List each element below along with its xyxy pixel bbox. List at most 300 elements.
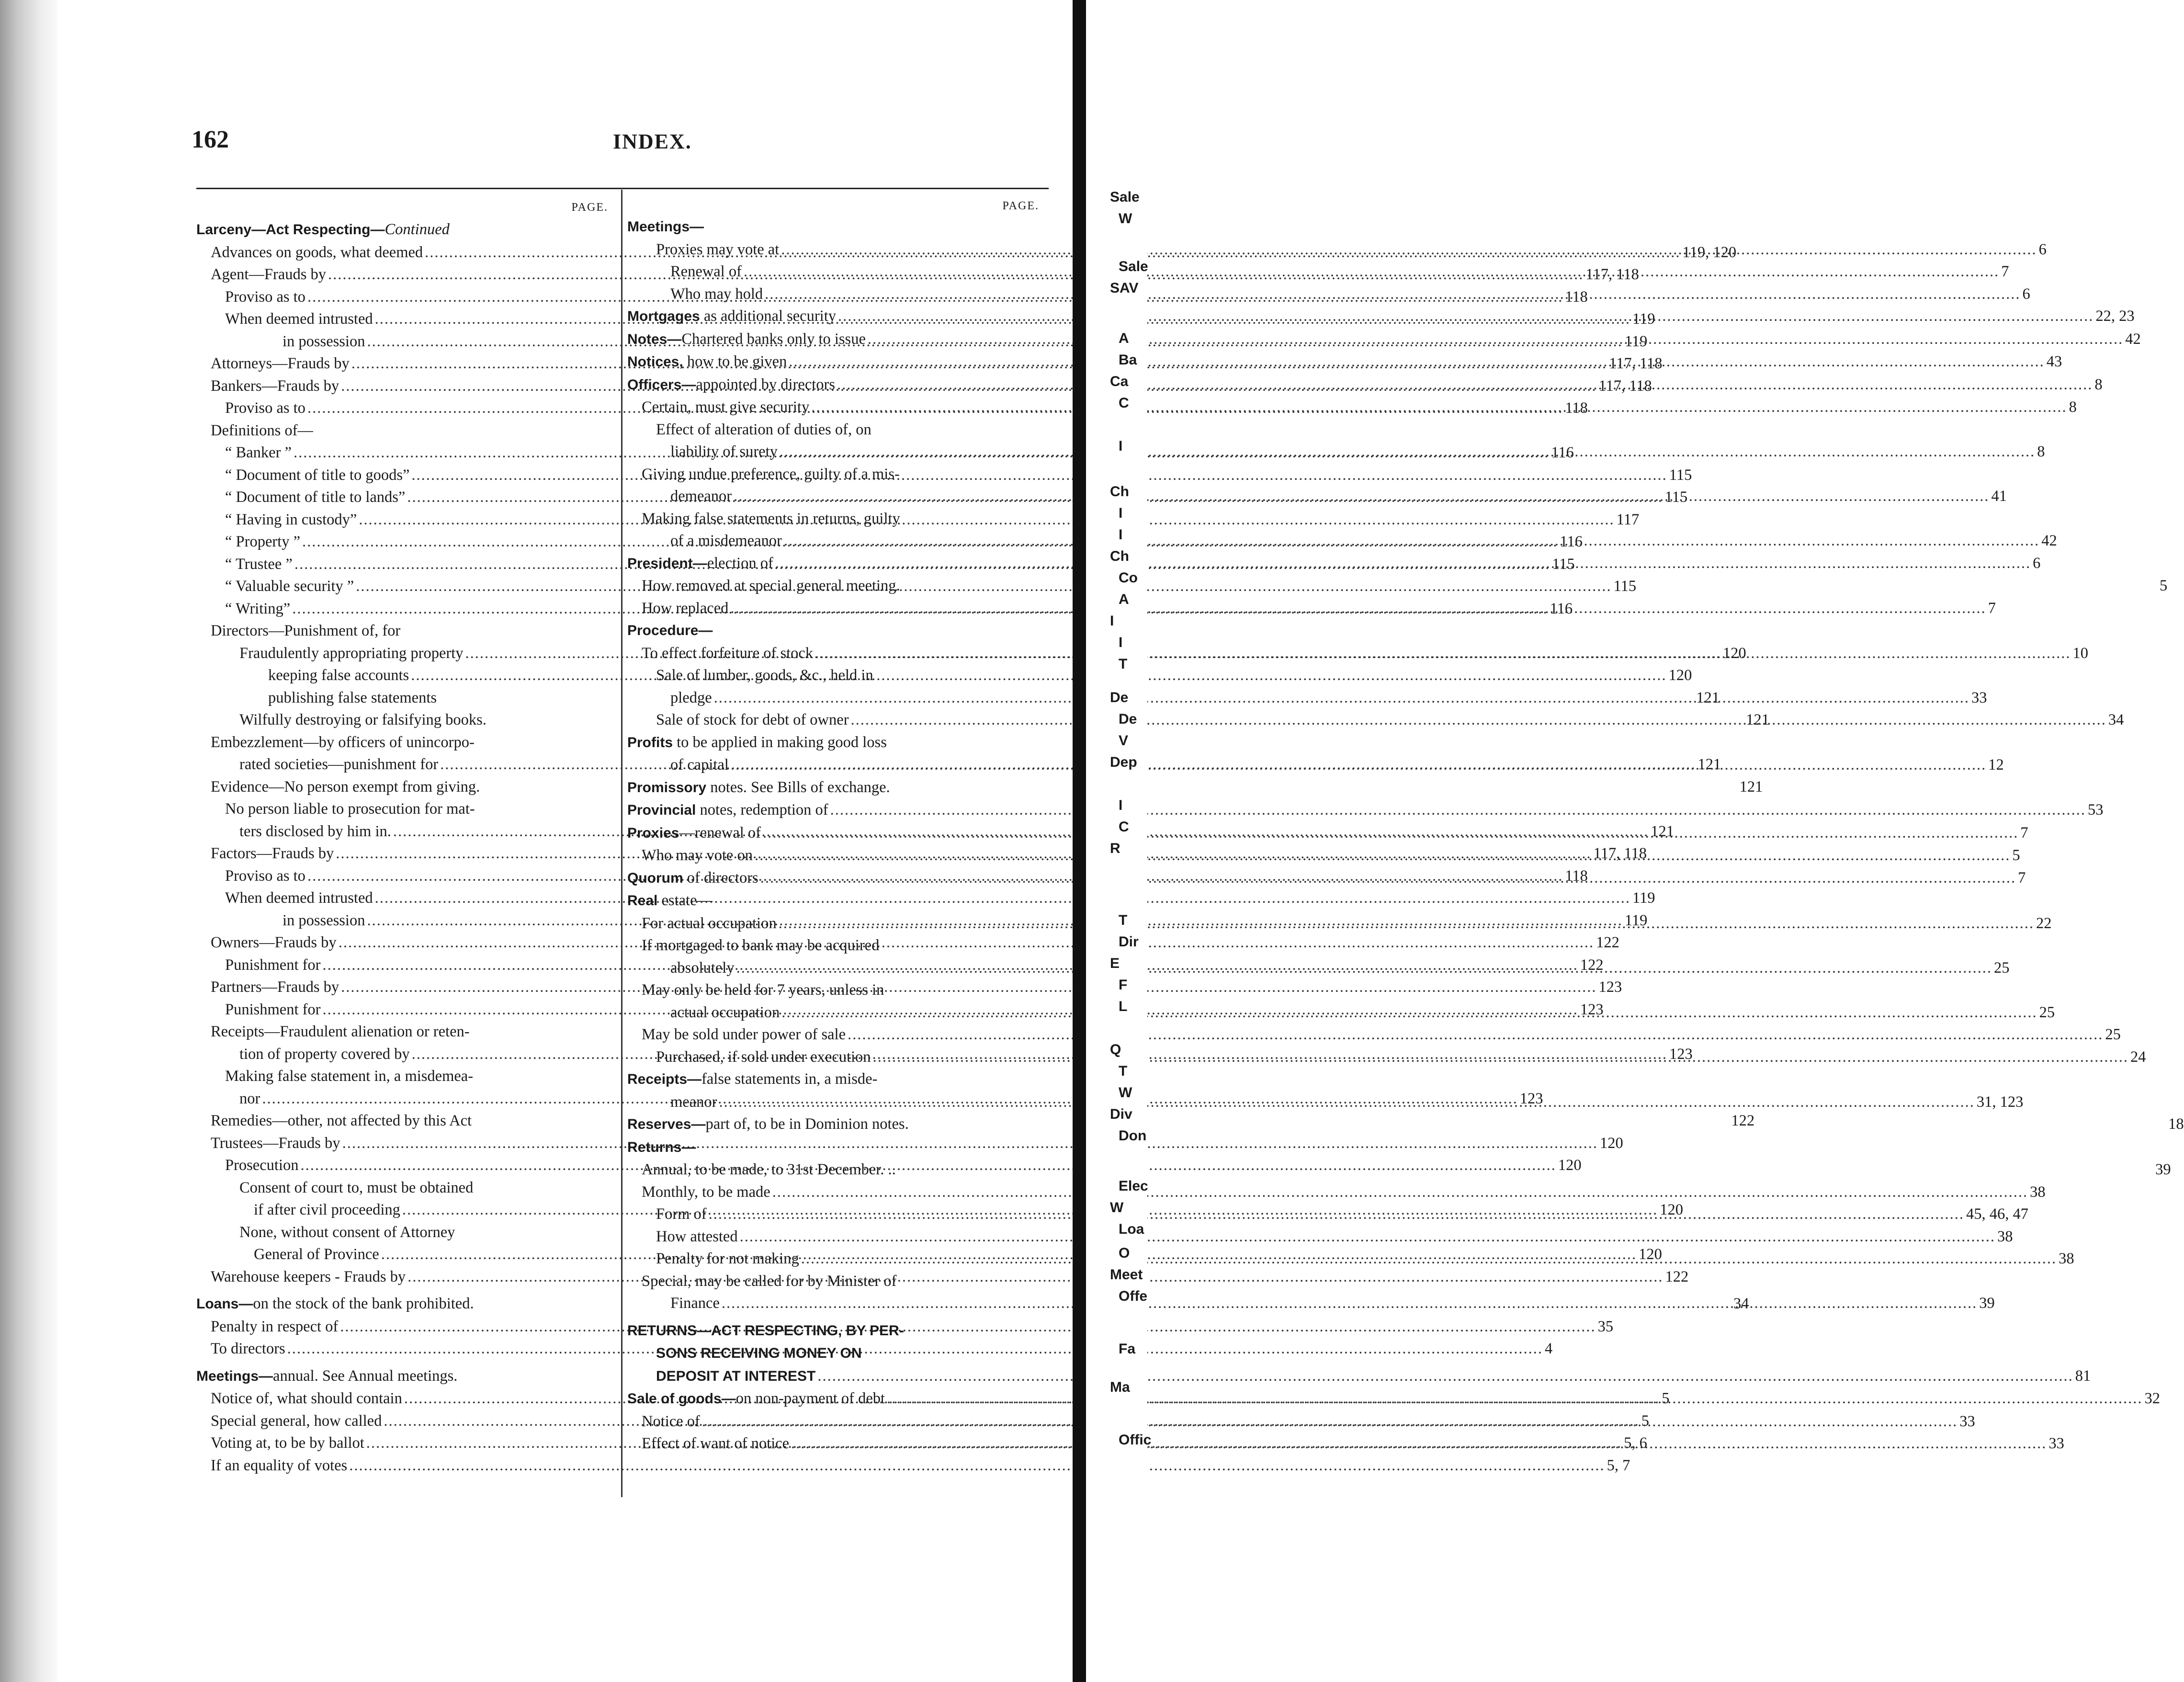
index-entry bbox=[627, 619, 1039, 642]
entry-page-ref: 123 bbox=[1580, 1000, 1604, 1018]
entry-text bbox=[642, 912, 777, 935]
entry-body: Evidence—No person exempt from giving. bbox=[211, 778, 480, 796]
leader-dots bbox=[731, 754, 1986, 776]
entry-page-ref: 123 bbox=[1598, 978, 1622, 996]
entry-text bbox=[211, 620, 400, 642]
entry-body: to be applied in making good loss bbox=[673, 733, 887, 751]
entry-text bbox=[670, 283, 763, 306]
leader-dots bbox=[755, 844, 2010, 867]
entry-body: on non-payment of debt bbox=[736, 1390, 885, 1407]
left-page-label: PAGE. bbox=[571, 201, 608, 214]
entry-body: Sale of lumber, goods, &c., held in bbox=[656, 667, 873, 684]
entry-heading: President— bbox=[627, 555, 707, 571]
index-entry bbox=[627, 508, 1039, 530]
entry-text bbox=[225, 887, 373, 909]
entry-text bbox=[239, 753, 438, 776]
entry-text bbox=[656, 419, 871, 441]
leader-dots bbox=[702, 1410, 1958, 1433]
entry-text bbox=[211, 420, 313, 442]
index-entry bbox=[627, 731, 1039, 754]
entry-page-ref: 121 bbox=[1739, 778, 1763, 796]
entry-body: Warehouse keepers - Frauds by bbox=[211, 1268, 406, 1285]
index-entry bbox=[196, 798, 608, 820]
entry-body: “ Banker ” bbox=[225, 444, 292, 461]
entry-text bbox=[211, 1110, 472, 1132]
adjacent-page-fragment: T bbox=[1119, 1063, 1128, 1079]
entry-body: Giving undue preference, guilty of a mis- bbox=[642, 465, 900, 483]
entry-page-ref: 122 bbox=[1665, 1268, 1689, 1285]
entry-body: Making false statements in returns, guilty bbox=[642, 510, 900, 527]
entry-heading: Meetings— bbox=[196, 1368, 273, 1384]
entry-text bbox=[670, 530, 782, 552]
entry-text bbox=[239, 642, 464, 665]
leader-dots bbox=[744, 261, 1999, 283]
entry-page-ref: 8 bbox=[2069, 398, 2077, 416]
entry-page-ref: 121 bbox=[1697, 756, 1721, 773]
entry-text bbox=[627, 776, 890, 799]
entry-gap bbox=[627, 1315, 1039, 1319]
adjacent-page-fragment: Offic bbox=[1119, 1432, 1152, 1448]
entry-text bbox=[239, 820, 391, 843]
entry-page-ref: 5 bbox=[2160, 577, 2168, 594]
entry-page-ref: 8 bbox=[2037, 443, 2045, 460]
adjacent-page-fragment: Ca bbox=[1110, 374, 1129, 389]
entry-text bbox=[627, 799, 828, 822]
entry-page-ref: 5, 7 bbox=[1607, 1456, 1630, 1474]
entry-page-ref: 121 bbox=[1696, 689, 1720, 706]
adjacent-page-fragment: Sale bbox=[1119, 259, 1148, 274]
index-entry bbox=[196, 420, 608, 442]
adjacent-page-fragment: E bbox=[1110, 955, 1120, 971]
index-entry bbox=[627, 1136, 1039, 1159]
leader-dots bbox=[714, 687, 1969, 709]
index-entry bbox=[627, 463, 1039, 486]
index-entry bbox=[627, 1068, 1039, 1091]
entry-page-ref: 120 bbox=[1558, 1157, 1582, 1174]
entry-heading: Notes— bbox=[627, 331, 682, 347]
entry-body: Effect of alteration of duties of, on bbox=[656, 420, 871, 438]
entry-body: Who may vote on bbox=[642, 847, 753, 864]
index-entry bbox=[627, 1342, 1039, 1365]
entry-text bbox=[670, 441, 778, 463]
entry-text bbox=[239, 1043, 410, 1066]
entry-text bbox=[627, 1136, 696, 1159]
entry-body: “ Having in custody” bbox=[225, 511, 357, 528]
index-entry bbox=[627, 799, 2104, 822]
adjacent-page-fragment: Q bbox=[1110, 1042, 1121, 1057]
entry-text bbox=[225, 531, 300, 553]
entry-text bbox=[670, 687, 712, 709]
entry-page-ref: 116 bbox=[1560, 533, 1583, 550]
adjacent-page-fragment: I bbox=[1110, 613, 1114, 629]
adjacent-page-fragment: I bbox=[1119, 635, 1123, 650]
entry-page-ref: 33 bbox=[1971, 689, 1987, 706]
entry-heading: DEPOSIT AT INTEREST bbox=[656, 1368, 816, 1384]
entry-page-ref: 117, 118 bbox=[1585, 266, 1639, 283]
entry-text bbox=[239, 1177, 473, 1199]
entry-page-ref: 120 bbox=[1639, 1246, 1662, 1263]
adjacent-page-fragment: Ch bbox=[1110, 548, 1129, 564]
entry-text bbox=[627, 1113, 909, 1136]
entry-text bbox=[268, 687, 437, 709]
entry-body: Fraudulently appropriating property bbox=[239, 644, 464, 662]
entry-page-ref: 53 bbox=[2087, 801, 2104, 818]
entry-page-ref: 43 bbox=[2046, 353, 2062, 370]
adjacent-page-fragment: Loa bbox=[1119, 1221, 1144, 1237]
entry-page-ref: 25 bbox=[2039, 1003, 2055, 1021]
adjacent-page-fragment: F bbox=[1119, 977, 1128, 993]
entry-body: Effect of want of notice bbox=[642, 1435, 790, 1452]
entry-text bbox=[211, 241, 423, 264]
entry-text bbox=[642, 844, 753, 867]
entry-text bbox=[211, 1316, 338, 1338]
entry-gap bbox=[196, 1360, 608, 1365]
entry-text bbox=[211, 263, 326, 286]
page-edge-bar bbox=[1073, 0, 1086, 1682]
leader-dots bbox=[730, 597, 1986, 620]
entry-body: Agent—Frauds by bbox=[211, 266, 327, 283]
entry-page-ref: 18 bbox=[2168, 1115, 2184, 1133]
entry-body: notes, redemption of bbox=[696, 801, 828, 818]
entry-body: Purchased, if sold under execution bbox=[656, 1048, 871, 1066]
leader-dots bbox=[763, 822, 2018, 844]
leader-dots bbox=[411, 464, 1667, 487]
entry-text bbox=[211, 1432, 364, 1455]
entry-heading: Promissory bbox=[627, 779, 707, 796]
entry-page-ref: 119 bbox=[1624, 911, 1648, 929]
entry-heading: RETURNS—ACT RESPECTING, BY PER- bbox=[627, 1322, 904, 1339]
entry-page-ref: 22 bbox=[2036, 914, 2052, 932]
entry-body: To effect forfeiture of stock bbox=[642, 644, 814, 662]
entry-body: General of Province bbox=[254, 1246, 379, 1263]
entry-text bbox=[211, 1021, 470, 1043]
entry-text bbox=[225, 442, 292, 464]
entry-page-ref: 116 bbox=[1550, 600, 1573, 617]
entry-page-ref: 42 bbox=[2125, 330, 2141, 348]
entry-body: tion of property covered by bbox=[239, 1045, 410, 1063]
entry-page-ref: 7 bbox=[2018, 869, 2026, 886]
entry-page-ref: 122 bbox=[1596, 934, 1619, 951]
entry-body: Chartered banks only to issue bbox=[681, 330, 866, 348]
entry-page-ref: 117, 118 bbox=[1598, 377, 1652, 395]
entry-text bbox=[670, 1001, 780, 1024]
entry-text bbox=[670, 1292, 720, 1315]
adjacent-page-fragment: I bbox=[1119, 438, 1123, 454]
entry-body: “ Valuable security ” bbox=[225, 578, 354, 595]
entry-page-ref: 38 bbox=[1997, 1227, 2013, 1245]
entry-page-ref: 123 bbox=[1669, 1045, 1693, 1063]
entry-body: Notice of bbox=[642, 1412, 700, 1430]
entry-page-ref: 118 bbox=[1565, 288, 1588, 306]
leader-dots bbox=[837, 374, 2093, 396]
entry-body: publishing false statements bbox=[268, 689, 437, 706]
entry-page-ref: 5 bbox=[2012, 847, 2020, 864]
index-entry bbox=[196, 1455, 1630, 1477]
entry-text bbox=[642, 642, 813, 665]
entry-text bbox=[211, 352, 350, 375]
entry-text bbox=[642, 1270, 896, 1293]
entry-page-ref: 122 bbox=[1580, 956, 1604, 974]
leader-dots bbox=[781, 239, 2037, 261]
entry-text bbox=[627, 216, 704, 239]
entry-page-ref: 35 bbox=[1597, 1318, 1614, 1335]
entry-body: “ Trustee ” bbox=[225, 555, 293, 573]
entry-body: how to be given bbox=[683, 353, 787, 370]
entry-heading: Meetings— bbox=[627, 219, 704, 235]
entry-page-ref: 120 bbox=[1660, 1201, 1684, 1218]
entry-text bbox=[211, 932, 337, 954]
entry-body: Partners—Frauds by bbox=[211, 978, 339, 996]
entry-text bbox=[627, 328, 866, 351]
entry-body: May be sold under power of sale bbox=[642, 1026, 846, 1043]
entry-page-ref: 118 bbox=[1565, 399, 1588, 417]
entry-body: false statements in, a misde- bbox=[702, 1070, 878, 1088]
entry-gap bbox=[196, 1288, 608, 1293]
adjacent-page-fragment: C bbox=[1119, 819, 1129, 835]
entry-page-ref: 7 bbox=[2001, 263, 2009, 280]
adjacent-page-fragment: De bbox=[1110, 690, 1129, 705]
entry-body: Penalty in respect of bbox=[211, 1318, 339, 1335]
entry-page-ref: 122 bbox=[1731, 1112, 1755, 1129]
entry-page-ref: 119 bbox=[1632, 310, 1655, 328]
index-entry bbox=[627, 1270, 1039, 1293]
entry-body: Definitions of— bbox=[211, 421, 313, 439]
entry-page-ref: 38 bbox=[2059, 1250, 2074, 1267]
entry-text bbox=[642, 1181, 770, 1204]
adjacent-page-fragment: Don bbox=[1119, 1128, 1147, 1144]
entry-text bbox=[239, 1221, 455, 1244]
index-entry bbox=[627, 216, 1039, 239]
entry-page-ref: 115 bbox=[1664, 489, 1688, 506]
entry-body: of directors bbox=[683, 869, 758, 886]
entry-heading: Real bbox=[627, 893, 658, 909]
entry-text bbox=[225, 397, 306, 420]
entry-body: estate— bbox=[657, 892, 713, 909]
entry-text bbox=[627, 552, 773, 575]
entry-body: Making false statement in, a misdemea- bbox=[225, 1068, 474, 1085]
entry-body: Advances on goods, what deemed bbox=[211, 243, 423, 261]
entry-page-ref: 120 bbox=[1668, 667, 1692, 684]
entry-body: Proviso as to bbox=[225, 867, 306, 885]
entry-body: “ Document of title to lands” bbox=[225, 489, 406, 506]
entry-body: When deemed intrusted bbox=[225, 889, 373, 907]
entry-body: If an equality of votes bbox=[211, 1456, 348, 1474]
entry-page-ref: 116 bbox=[1551, 444, 1574, 461]
entry-text bbox=[627, 351, 787, 374]
entry-body: Owners—Frauds by bbox=[211, 934, 337, 951]
entry-body: Factors—Frauds by bbox=[211, 845, 334, 862]
page-gutter-shadow bbox=[0, 0, 57, 1682]
index-entry bbox=[627, 979, 1039, 1001]
adjacent-page-fragment: Dep bbox=[1110, 754, 1137, 770]
entry-page-ref: 120 bbox=[1599, 1134, 1623, 1152]
entry-text bbox=[656, 1046, 871, 1068]
entry-text bbox=[656, 1203, 707, 1226]
entry-page-ref: 32 bbox=[2144, 1390, 2160, 1407]
page-header bbox=[192, 125, 1053, 159]
adjacent-page-fragment: I bbox=[1119, 527, 1123, 543]
entry-page-ref: 39 bbox=[1979, 1295, 1995, 1312]
entry-text bbox=[642, 396, 809, 419]
entry-text bbox=[225, 999, 321, 1021]
entry-text bbox=[225, 553, 293, 576]
entry-page-ref: 6 bbox=[2033, 554, 2041, 572]
entry-page-ref: 115 bbox=[1669, 466, 1692, 484]
entry-text bbox=[225, 486, 405, 509]
entry-body: Remedies—other, not affected by this Act bbox=[211, 1112, 472, 1129]
index-entry bbox=[196, 1065, 608, 1088]
index-entry bbox=[196, 1365, 608, 1388]
adjacent-page-fragment: T bbox=[1119, 656, 1128, 672]
adjacent-page-fragment: SAV bbox=[1110, 280, 1139, 296]
index-entry bbox=[627, 419, 1039, 441]
entry-text bbox=[211, 842, 334, 865]
entry-page-ref: 25 bbox=[1993, 959, 2010, 977]
entry-page-ref: 45, 46, 47 bbox=[1966, 1205, 2028, 1223]
adjacent-page-fragment: T bbox=[1119, 912, 1128, 928]
leader-dots bbox=[784, 530, 2039, 552]
entry-text bbox=[656, 664, 873, 687]
entry-text bbox=[196, 1365, 457, 1388]
entry-body: For actual occupation bbox=[642, 914, 777, 932]
entry-body: Special general, how called bbox=[211, 1412, 382, 1430]
entry-text bbox=[225, 308, 373, 330]
entry-page-ref: 123 bbox=[1519, 1090, 1543, 1107]
index-entry bbox=[196, 1221, 608, 1244]
entry-text bbox=[642, 508, 900, 530]
entry-text bbox=[656, 1248, 799, 1270]
entry-text bbox=[254, 1199, 400, 1221]
adjacent-page-fragment: W bbox=[1119, 1085, 1132, 1101]
entry-body: Receipts—Fraudulent alienation or reten- bbox=[211, 1023, 470, 1040]
entry-text bbox=[642, 575, 900, 597]
entry-text bbox=[656, 1365, 815, 1388]
entry-heading: Officers— bbox=[627, 376, 696, 393]
entry-body: None, without consent of Attorney bbox=[239, 1223, 455, 1241]
entry-page-ref: 6 bbox=[2022, 285, 2030, 303]
entry-body: Finance bbox=[670, 1295, 720, 1312]
entry-body: Annual, to be made, to 31st December. .. bbox=[642, 1161, 896, 1178]
entry-page-ref: 121 bbox=[1746, 711, 1770, 728]
entry-text bbox=[627, 822, 761, 845]
entry-text bbox=[627, 1319, 904, 1342]
adjacent-page-fragment: C bbox=[1119, 395, 1129, 411]
entry-page-ref: 7 bbox=[1988, 599, 1996, 617]
entry-body: appointed by directors bbox=[696, 375, 836, 393]
index-entry bbox=[627, 1023, 2121, 1046]
entry-page-ref: 12 bbox=[1988, 756, 2004, 773]
entry-body: How replaced bbox=[642, 599, 729, 617]
entry-page-ref: 38 bbox=[2030, 1183, 2046, 1201]
entry-text bbox=[627, 619, 713, 642]
entry-text bbox=[670, 754, 729, 776]
entry-body: —renewal of bbox=[679, 824, 761, 841]
leader-dots bbox=[811, 396, 2067, 419]
leader-dots bbox=[873, 1046, 2128, 1068]
entry-text bbox=[670, 261, 742, 283]
entry-page-ref: 22, 23 bbox=[2095, 307, 2135, 325]
entry-text bbox=[642, 979, 884, 1001]
entry-body: Punishment for bbox=[225, 1000, 321, 1018]
entry-heading: Mortgages bbox=[627, 308, 700, 324]
entry-page-ref: 4 bbox=[1545, 1340, 1553, 1357]
entry-page-ref: 39 bbox=[2155, 1161, 2171, 1178]
entry-text bbox=[225, 1065, 473, 1088]
entry-body: part of, to be in Dominion notes. bbox=[705, 1115, 909, 1133]
entry-page-ref: 34 bbox=[1733, 1295, 1749, 1312]
entry-text bbox=[211, 1410, 382, 1432]
leader-dots bbox=[791, 1432, 2047, 1455]
entry-page-ref: 115 bbox=[1613, 578, 1637, 595]
entry-text bbox=[627, 305, 836, 328]
entry-page-ref: 81 bbox=[2075, 1367, 2091, 1385]
adjacent-page-fragment: Dir bbox=[1119, 934, 1139, 950]
entry-page-ref: 118 bbox=[1565, 867, 1588, 885]
adjacent-page-fragment: L bbox=[1119, 999, 1128, 1014]
entry-page-ref: 115 bbox=[1552, 555, 1575, 573]
entry-heading: Provincial bbox=[627, 802, 696, 818]
adjacent-page-fragment: O bbox=[1119, 1245, 1130, 1261]
entry-page-ref: 6 bbox=[2038, 240, 2047, 258]
entry-heading: Profits bbox=[627, 734, 673, 750]
leader-dots bbox=[772, 1181, 2028, 1204]
entry-heading: Quorum bbox=[627, 870, 683, 886]
entry-page-ref: 119 bbox=[1632, 889, 1655, 907]
header-rule bbox=[196, 188, 1049, 189]
entry-body: Certain, must give security bbox=[642, 398, 810, 416]
adjacent-page-fragment: Ch bbox=[1110, 484, 1129, 500]
leader-dots bbox=[349, 1455, 1605, 1477]
adjacent-page-fragment: Co bbox=[1119, 570, 1138, 586]
entry-body: on the stock of the bank prohibited. bbox=[253, 1295, 474, 1312]
entry-body: “ Writing” bbox=[225, 600, 291, 617]
index-entry bbox=[196, 218, 608, 241]
entry-text bbox=[627, 1387, 885, 1410]
entry-text bbox=[268, 664, 409, 687]
leader-dots bbox=[765, 283, 2020, 306]
leader-dots bbox=[789, 351, 2044, 373]
index-entry bbox=[196, 1177, 608, 1199]
entry-body: of a misdemeanor bbox=[670, 532, 782, 549]
entry-text bbox=[225, 954, 321, 977]
adjacent-page-fragment: R bbox=[1110, 841, 1120, 856]
entry-text bbox=[254, 1243, 379, 1266]
entry-text bbox=[211, 1338, 285, 1360]
entry-text bbox=[211, 976, 339, 999]
entry-body: “ Property ” bbox=[225, 533, 301, 550]
entry-text bbox=[642, 1410, 700, 1433]
entry-body: as additional security bbox=[700, 307, 836, 325]
entry-heading: Receipts— bbox=[627, 1071, 702, 1087]
adjacent-page-fragment: W bbox=[1119, 211, 1132, 227]
entry-body: Punishment for bbox=[225, 956, 321, 974]
entry-page-ref: 5, 6 bbox=[1624, 1434, 1647, 1452]
entry-text bbox=[196, 1293, 474, 1316]
entry-text bbox=[642, 1023, 846, 1046]
entry-page-ref: 8 bbox=[2094, 375, 2103, 393]
index-entry bbox=[627, 1410, 1975, 1433]
entry-page-ref: 5 bbox=[1641, 1412, 1649, 1430]
page-title: INDEX. bbox=[613, 130, 692, 153]
entry-body: “ Document of title to goods” bbox=[225, 466, 410, 484]
adjacent-page-fragment: Ba bbox=[1119, 352, 1137, 368]
entry-body: keeping false accounts bbox=[268, 667, 409, 684]
entry-body: nor bbox=[239, 1090, 260, 1107]
entry-heading: Returns— bbox=[627, 1139, 696, 1155]
entry-page-ref: 119, 120 bbox=[1682, 243, 1737, 261]
entry-text bbox=[211, 375, 339, 398]
adjacent-page-fragment: De bbox=[1119, 711, 1137, 727]
